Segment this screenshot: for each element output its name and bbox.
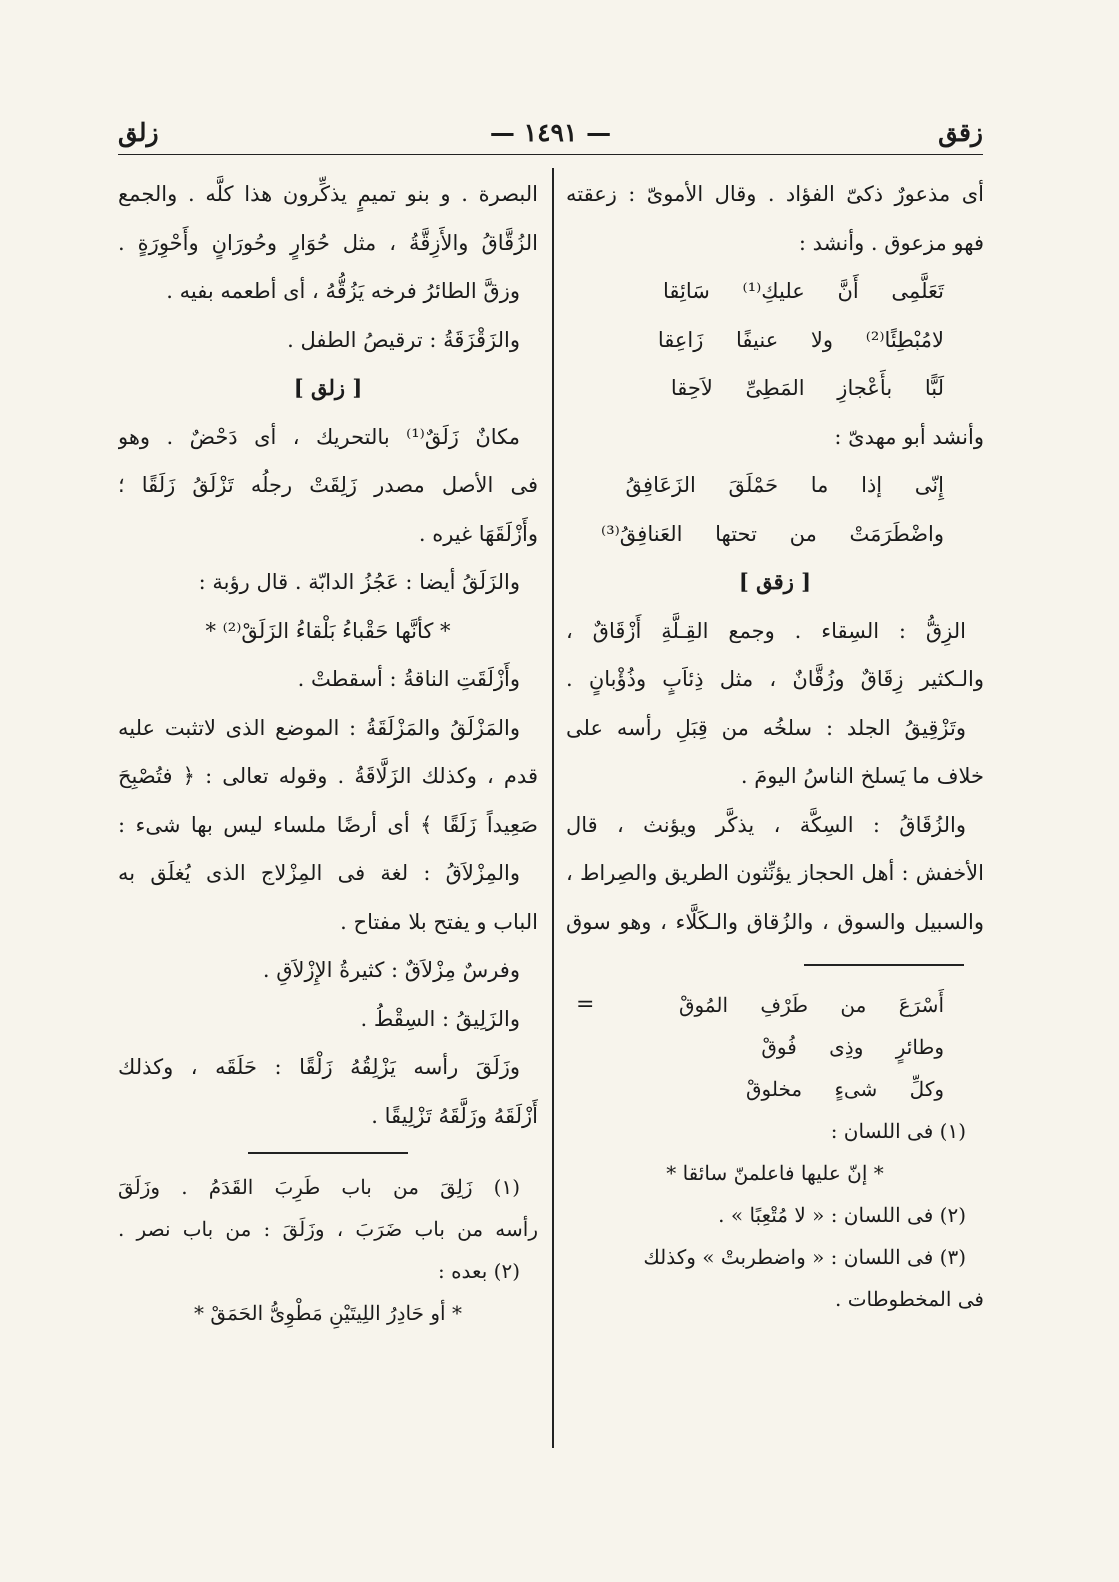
text-line: وأَزْلَقَهَا غيره . bbox=[418, 521, 538, 546]
footnote-verse-line: وكلِّ شىءٍ مخلوقْ bbox=[746, 1077, 944, 1101]
right-column bbox=[566, 170, 984, 1320]
footnote-line: (٣) فى اللسان : « واضطربتْ » وكذلك bbox=[643, 1245, 966, 1269]
left-column bbox=[118, 170, 538, 1334]
text-line: خلاف ما يَسلخ الناسُ اليومَ . bbox=[740, 764, 984, 788]
right-headword: زقق bbox=[938, 118, 983, 147]
text-line: الباب و يفتح بلا مفتاح . bbox=[340, 909, 538, 934]
footnote-verse-line bbox=[566, 984, 984, 1026]
footnote-verse-text: أَسْرَعَ من طَرْفِ المُوقْ bbox=[678, 993, 944, 1017]
footnote-line: * أو حَادِرُ اللِيتَيْنِ مَطْوِىُّ الحَمَقْ * bbox=[194, 1301, 462, 1325]
text-line: البصرة . و بنو تميمٍ يذكِّرون هذا كلَّه . والجمع bbox=[118, 182, 538, 206]
verse-line: لَبًّا بأَعْجازِ المَطِىِّ لاَحِقا bbox=[670, 376, 944, 400]
text-line: وتَزْقِيقُ الجلد : سلخُه من قِبَلِ رأسه على bbox=[566, 715, 966, 740]
text-line: صَعِيداً زَلَقًا ﴾ أى أرضًا ملساء ليس بها شىء : bbox=[118, 812, 538, 837]
text-line: فهو مزعوق . وأنشد : bbox=[798, 230, 984, 255]
footnote-line: (١) فى اللسان : bbox=[830, 1119, 966, 1143]
text-line: أَزْلَقَهُ وزَلَّقَهُ تَزْلِيقًا . bbox=[371, 1103, 538, 1128]
verse-line: تَعَلَّمِى أَنَّ عليكِ⁽¹⁾ سَائِقا bbox=[663, 279, 944, 303]
verse-line: واضْطَرَمَتْ من تحتها العَنافِقُ⁽³⁾ bbox=[601, 521, 944, 546]
text-line: فى الأصل مصدر زَلِقَتْ رجلُه تَزْلَقُ زَلَقًا ؛ bbox=[118, 473, 538, 497]
text-line: والـكثير زِقَاقٌ وزُقَّانٌ ، مثل ذِئاَبٍ وذُؤْبانٍ . bbox=[566, 667, 984, 691]
text-line: وأنشد أبو مهدىّ : bbox=[834, 424, 984, 449]
verse-line: لامُبْطِئًا⁽²⁾ ولا عنيفًا زَاعِقا bbox=[657, 327, 944, 352]
text-line: مكانٌ زَلَقٌ⁽¹⁾ بالتحريك ، أى دَحْضٌ . وهو bbox=[118, 424, 520, 449]
footnote-line: فى المخطوطات . bbox=[834, 1287, 984, 1311]
left-headword: زلق bbox=[118, 118, 159, 147]
text-line: وفرسٌ مِزْلاَقٌ : كثيرةُ الإِزْلاَقِ . bbox=[262, 958, 520, 982]
text-line: والزَقْزَقَةُ : ترقيصُ الطفل . bbox=[287, 327, 520, 352]
entry-heading: [ زقق ] bbox=[738, 569, 812, 594]
footnote-line: رأسه من باب ضَرَبَ ، وزَلَقَ : من باب نصر . bbox=[118, 1217, 538, 1241]
footnote-line: (٢) فى اللسان : « لا مُتْعِبًا » . bbox=[718, 1203, 966, 1227]
text-line: والسبيل والسوق ، والزُقاق والـكَلَّاء ، وهو سوق bbox=[566, 909, 984, 934]
text-line: قدم ، وكذلك الزَلَّاقَةُ . وقوله تعالى : ﴿ فتُصْبِحَ bbox=[118, 764, 538, 788]
text-line: والمِزْلاَقُ : لغة فى المِزْلاج الذى يُغلَق به bbox=[118, 861, 520, 885]
running-header bbox=[118, 114, 983, 155]
text-line: الأخفش : أهل الحجاز يؤنِّثون الطريق والصِراط ، bbox=[566, 861, 984, 885]
footnote-line: (١) زَلِقَ من باب طَرِبَ القَدَمُ . وزَلَقَ bbox=[118, 1175, 520, 1199]
footnote-rule bbox=[118, 1140, 538, 1166]
text-line: أى مذعورٌ ذكىّ الفؤاد . وقال الأموىّ : زعقته bbox=[566, 182, 984, 206]
left-footnotes bbox=[118, 1166, 538, 1334]
text-line: وأَزْلَقَتِ الناقةُ : أسقطتْ . bbox=[297, 667, 520, 691]
footnote-verse-line: وطائرٍ وذِى فُوقْ bbox=[761, 1035, 944, 1059]
text-line: وزقَّ الطائرُ فرخه يَزُقُّهُ ، أى أطعمه بفيه . bbox=[166, 279, 520, 303]
text-line: والمَزْلَقُ والمَزْلَقَةُ : الموضع الذى لاتثبت عليه bbox=[118, 715, 520, 740]
text-line: والزَلِيقُ : السِقْطُ . bbox=[360, 1006, 520, 1031]
footnote-rule bbox=[566, 946, 984, 984]
footnote-line: (٢) بعده : bbox=[437, 1259, 520, 1283]
entry-heading: [ زلق ] bbox=[293, 375, 363, 400]
footnote-line: * إنّ عليها فاعلمنّ سائقا * bbox=[666, 1161, 884, 1185]
text-line: والزُقَاقُ : السِكَّة ، يذكَّر ويؤنث ، قال bbox=[566, 812, 966, 837]
continuation-mark: = bbox=[576, 992, 595, 1017]
page-number: — ١٤٩١ — bbox=[489, 118, 612, 147]
column-divider bbox=[552, 168, 554, 1448]
text-line: وزَلَقَ رأسه يَزْلِقُهُ زَلْقًا : حَلَقَه ، وكذلك bbox=[118, 1055, 520, 1079]
verse-line: إِنّى إذا ما حَمْلَقَ الزَعَافِقُ bbox=[625, 473, 944, 497]
text-line: والزَلَقُ أيضا : عَجُزُ الدابّة . قال رؤبة : bbox=[198, 570, 520, 594]
right-footnotes bbox=[566, 984, 984, 1320]
verse-line: * كأنَّها حَقْباءُ بَلْقاءُ الزَلَقْ⁽²⁾ * bbox=[205, 618, 451, 643]
text-line: الزِقُّ : السِقاء . وجمع القِـلَّةِ أَزْقَاقٌ ، bbox=[566, 618, 966, 643]
text-line: الزُقَّاقُ والأَزِقَّةُ ، مثل حُوَارٍ وحُورَانٍ وأَحْوِرَةٍ . bbox=[118, 230, 538, 255]
